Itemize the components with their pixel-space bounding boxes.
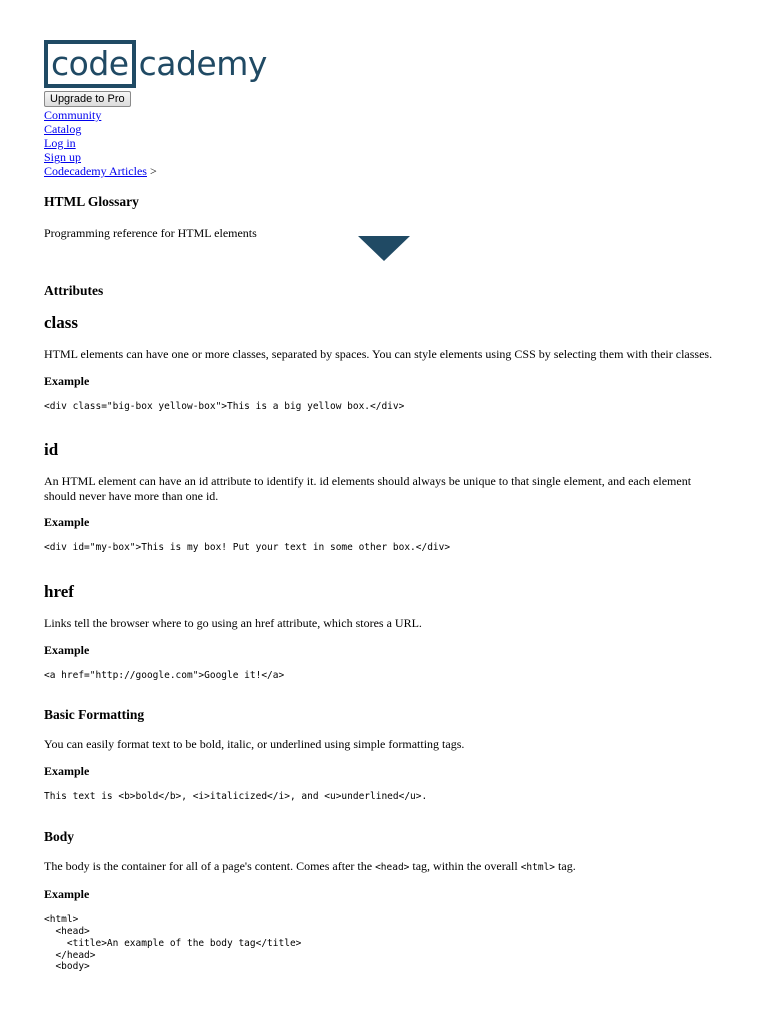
href-example-label: Example — [44, 642, 90, 657]
logo-cademy-text: cademy — [138, 44, 267, 83]
body-desc-text-1: The body is the container for all of a page's content. Comes after the — [44, 858, 376, 873]
class-description: HTML elements can have one or more classes, separated by spaces. You can style elements using CSS by selecting them with their classes. — [44, 347, 713, 361]
href-description: Links tell the browser where to go using an href attribute, which stores a URL. — [44, 616, 422, 631]
class-example-label: Example — [44, 373, 90, 388]
href-heading: href — [44, 582, 74, 602]
basic-formatting-code-example: This text is <b>bold</b>, <i>italicized</i>, and <u>underlined</u>. — [44, 790, 428, 802]
basic-formatting-example-label: Example — [44, 763, 90, 778]
breadcrumb-articles-link[interactable]: Codecademy Articles — [44, 164, 147, 178]
id-example-label: Example — [44, 515, 90, 530]
id-description: An HTML element can have an id attribute to identify it. id elements should always be unique to that single element, and each element should never have more than one id. — [44, 474, 692, 503]
id-code-example: <div id="my-box">This is my box! Put your text in some other box.</div> — [44, 542, 451, 554]
breadcrumb-separator: > — [149, 164, 157, 178]
id-heading: id — [44, 440, 59, 460]
nav-login-link[interactable]: Log in — [44, 136, 76, 150]
page-title: HTML Glossary — [44, 194, 139, 209]
codecademy-logo[interactable] — [44, 40, 724, 88]
basic-formatting-heading: Basic Formatting — [44, 707, 145, 723]
nav-signup-link[interactable]: Sign up — [44, 150, 82, 164]
body-code-example: <html> <head> <title>An example of the body tag</title> </head> <body> — [44, 914, 302, 973]
logo-code-box: code — [44, 40, 136, 88]
scroll-down-arrow-icon[interactable] — [358, 236, 410, 261]
body-example-label: Example — [44, 887, 90, 902]
nav-catalog-link[interactable]: Catalog — [44, 122, 82, 136]
page-content — [44, 40, 724, 973]
html-tag-code: <html> — [520, 861, 556, 873]
head-tag-code: <head> — [375, 861, 410, 873]
breadcrumb — [44, 164, 724, 178]
class-code-example: <div class="big-box yellow-box">This is a big yellow box.</div> — [44, 400, 405, 412]
class-heading: class — [44, 313, 78, 332]
href-code-example: <a href="http://google.com">Google it!</a> — [44, 669, 285, 681]
attributes-heading: Attributes — [44, 283, 104, 298]
basic-formatting-description: You can easily format text to be bold, italic, or underlined using simple formatting tags. — [44, 737, 465, 752]
upgrade-to-pro-button[interactable]: Upgrade to Pro — [44, 91, 131, 107]
body-desc-text-3: tag. — [555, 858, 576, 873]
page-subtitle: Programming reference for HTML elements — [44, 226, 257, 240]
body-heading: Body — [44, 828, 75, 844]
nav-community-link[interactable]: Community — [44, 108, 102, 122]
body-desc-text-2: tag, within the overall — [409, 858, 521, 873]
body-description — [44, 859, 724, 876]
top-nav — [44, 108, 724, 164]
